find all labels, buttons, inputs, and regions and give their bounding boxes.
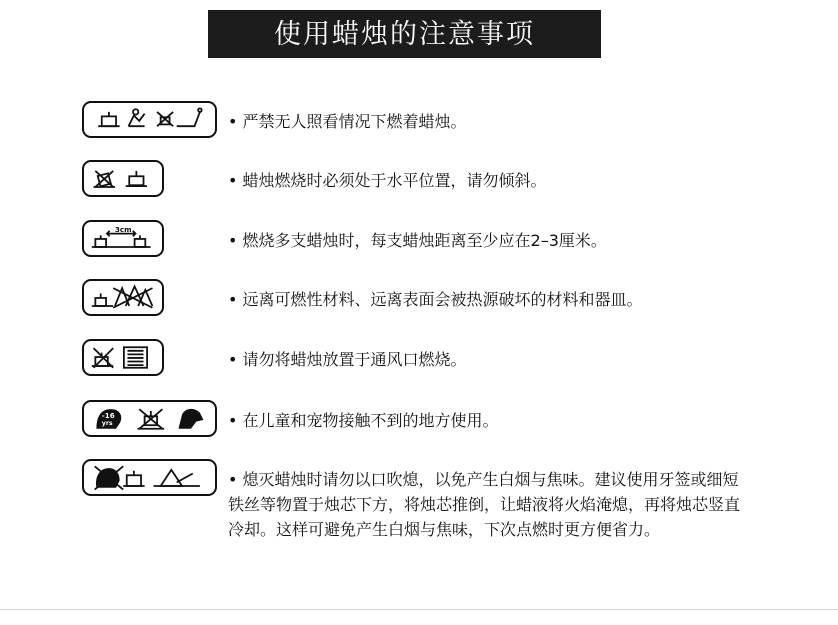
precaution-text: • 熄灭蜡烛时请勿以口吹熄，以免产生白烟与焦味。建议使用牙签或细短铁丝等物置于烛芯下方，将烛芯推倒，让蜡液将火焰淹熄，再将烛芯竖直冷却。这样可避免产生白烟与焦味，下次点燃时更方便省力。 [228, 470, 741, 539]
precaution-text: • 在儿童和宠物接触不到的地方使用。 [228, 411, 499, 430]
years-label: yrs [101, 420, 113, 428]
spacing-label: 3cm [114, 224, 132, 234]
title-banner [208, 10, 601, 58]
no-blowing-out-icon [82, 459, 217, 496]
no-unattended-candle-icon [82, 101, 217, 138]
age-label: -16 [101, 411, 115, 421]
precaution-text: • 燃烧多支蜡烛时，每支蜡烛距离至少应在2–3厘米。 [228, 231, 607, 250]
keep-from-children-pets-icon [82, 400, 217, 437]
no-vent-icon [82, 339, 164, 376]
precaution-text: • 蜡烛燃烧时必须处于水平位置，请勿倾斜。 [228, 171, 547, 190]
precaution-text: • 严禁无人照看情况下燃着蜡烛。 [228, 112, 467, 131]
away-from-flammables-icon [82, 279, 164, 316]
spacing-3cm-icon [82, 220, 164, 257]
precaution-text: • 请勿将蜡烛放置于通风口燃烧。 [228, 350, 467, 369]
precaution-text: • 远离可燃性材料、远离表面会被热源破坏的材料和器皿。 [228, 290, 643, 309]
divider [0, 609, 838, 610]
page-title: 使用蜡烛的注意事项 [274, 18, 535, 50]
keep-level-candle-icon [82, 160, 164, 197]
